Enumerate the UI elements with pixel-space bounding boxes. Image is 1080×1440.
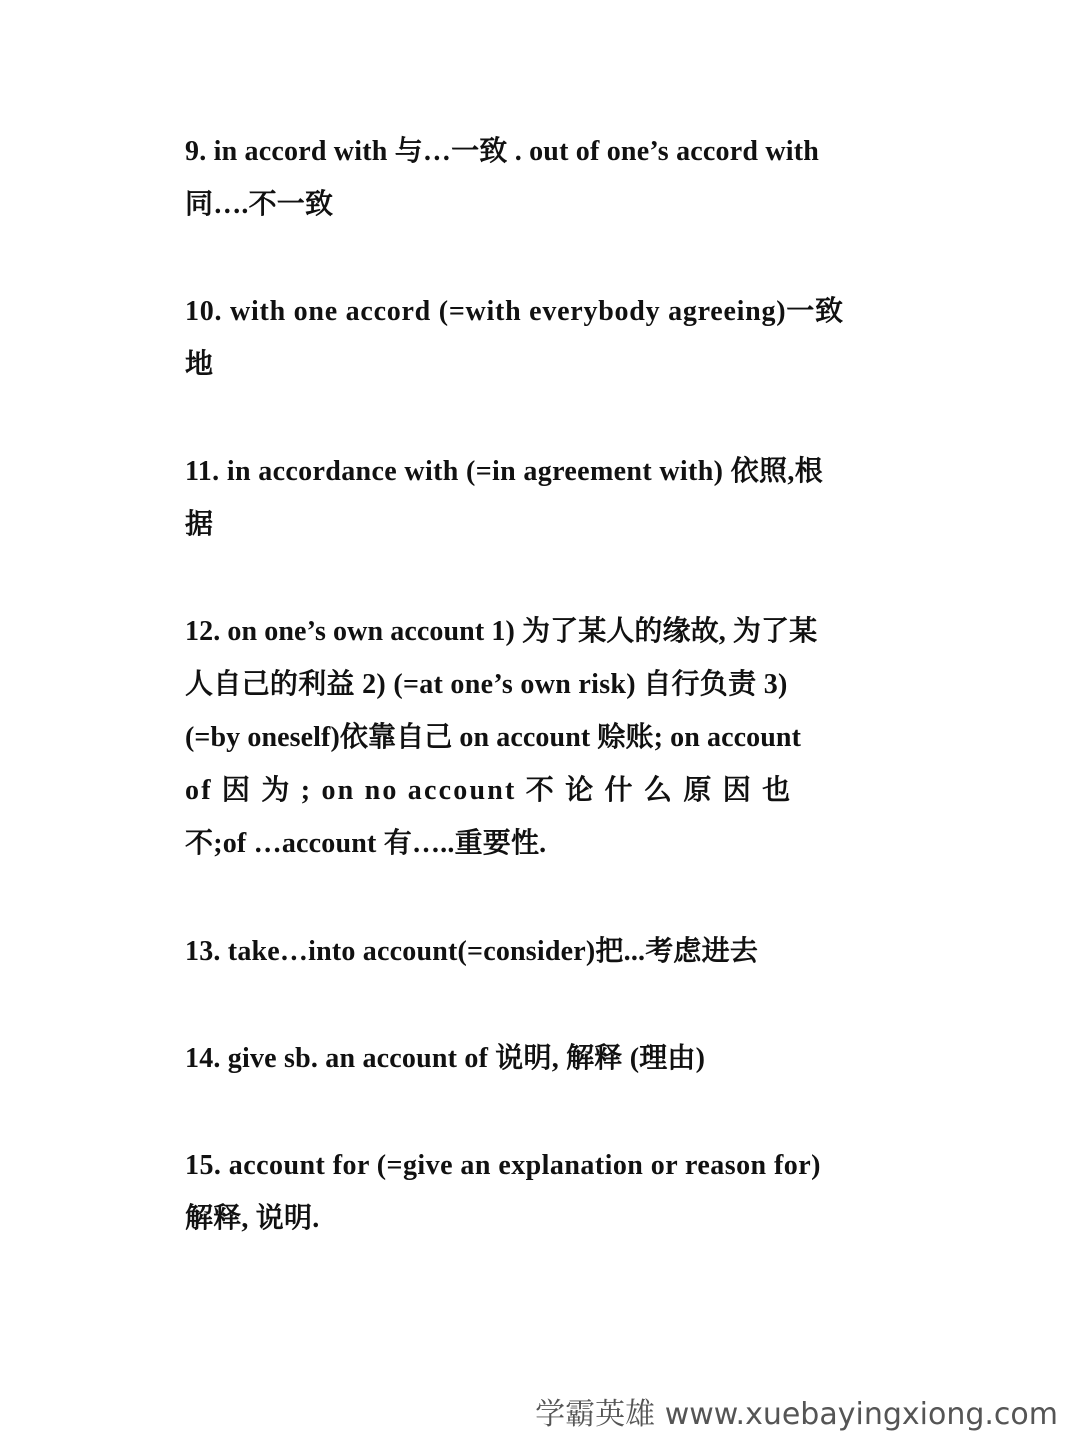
entry-12 [185, 605, 895, 870]
entry-10 [185, 285, 895, 391]
entry-line: 同….不一致 [185, 189, 334, 220]
entry-15 [185, 1139, 895, 1245]
entry-line: 不;of …account 有…..重要性. [185, 828, 547, 859]
entry-9 [185, 125, 895, 231]
entry-11 [185, 445, 895, 551]
entry-line: 9. in accord with 与…一致 . out of one’s accord with [185, 136, 820, 167]
entry-line: (=by oneself)依靠自己 on account 赊账; on account [185, 722, 802, 753]
entry-line: 11. in accordance with (=in agreement with) 依照,根 [185, 456, 824, 487]
entry-14 [185, 1032, 895, 1085]
entry-line: of 因 为 ; on no account 不 论 什 么 原 因 也 [185, 775, 793, 806]
entry-line: 地 [185, 349, 214, 380]
entry-line: 人自己的利益 2) (=at one’s own risk) 自行负责 3) [185, 669, 788, 700]
entry-line: 解释, 说明. [185, 1203, 320, 1234]
site-watermark: 学霸英雄 www.xuebayingxiong.com [535, 1397, 1058, 1432]
entry-line: 15. account for (=give an explanation or reason for) [185, 1150, 821, 1181]
entry-line: 据 [185, 509, 214, 540]
entry-line: 10. with one accord (=with everybody agreeing)一致 [185, 296, 844, 327]
entry-line: 12. on one’s own account 1) 为了某人的缘故, 为了某 [185, 616, 818, 647]
entry-line: 13. take…into account(=consider)把...考虑进去 [185, 936, 759, 967]
entry-line: 14. give sb. an account of 说明, 解释 (理由) [185, 1043, 706, 1074]
entry-13 [185, 925, 895, 978]
